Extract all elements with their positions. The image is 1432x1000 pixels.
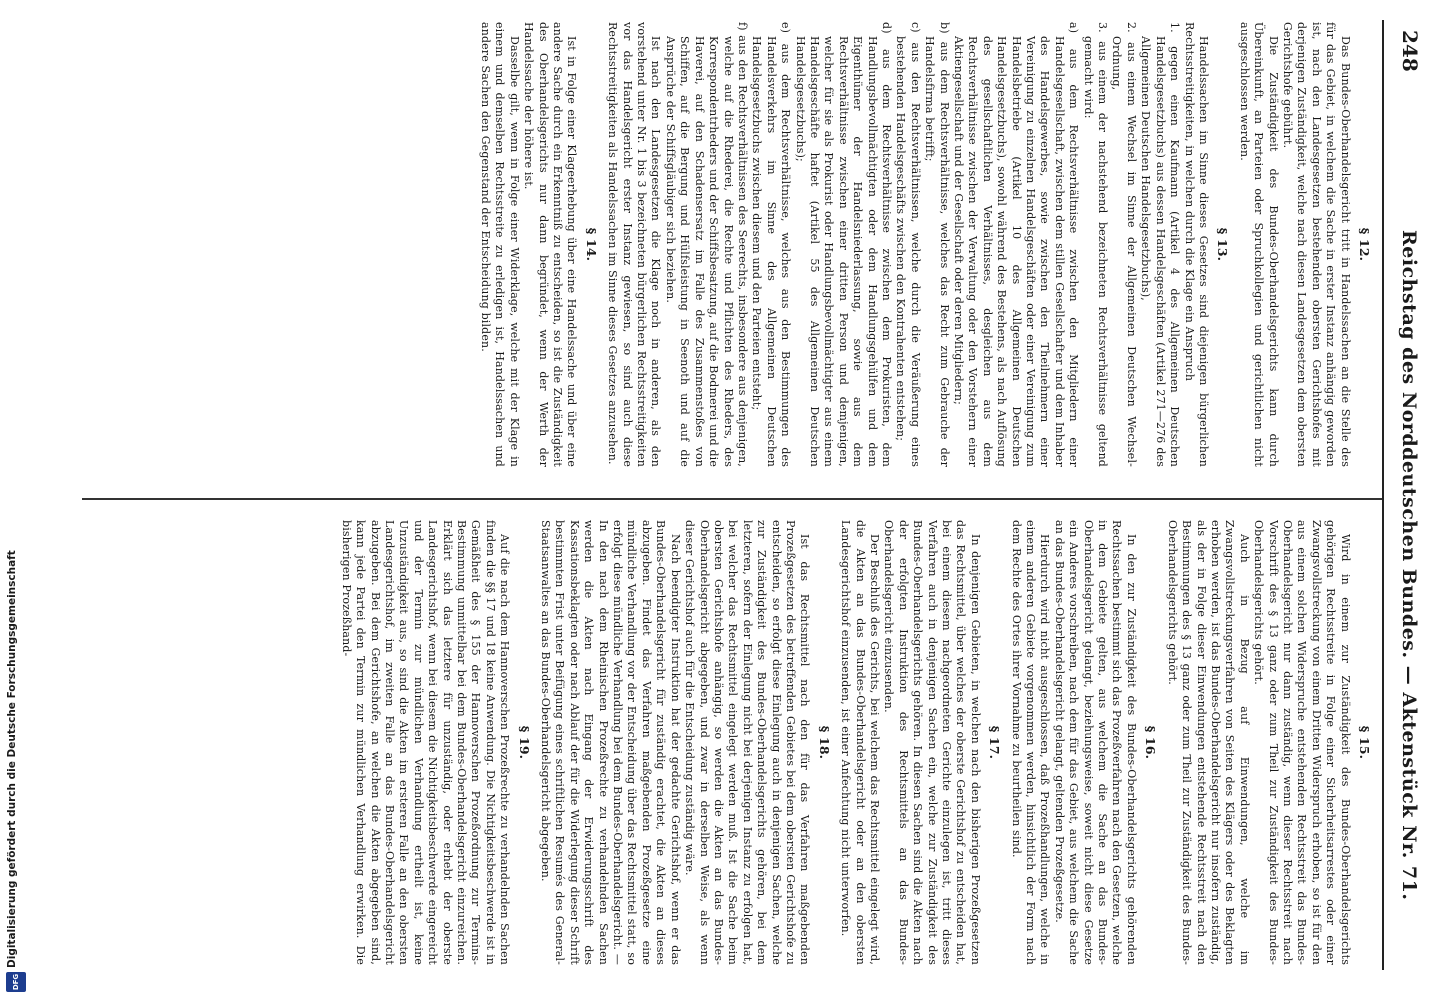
list-item: 2. aus einem Wechsel im Sinne der Allgemeinen Deutschen Wechsel-Ordnung, xyxy=(1110,22,1138,467)
list-item: a) aus dem Rechtsverhältnisse zwischen den Mitgliedern einer Handelsgesellschaft, zwischen dem stillen Gesellschafter und dem Inhaber des Handelsgewerbes, sowie zwischen den Theilnehmern einer Vereinigung zu einzelnen Handelsgeschäften oder einer Vereinigung zum Handelsbetriebe (Artikel 10 des Allgemeinen Deutschen Handelsgesetzbuchs), sowohl während des Bestehens, als nach Auflösung des gesellschaftlichen Verhältnisses, desgleichen aus dem Rechtsverhältnisse zwischen der Verwaltung oder den Vorstehern einer Aktiengesellschaft und der Gesellschaft oder deren Mitgliedern; xyxy=(952,22,1081,467)
section-heading: § 12. xyxy=(1357,227,1372,262)
paragraph: Ist in Folge einer Klageerhebung über eine Handelssache und über eine andere Sache durch ein Erkenntniß zu entscheiden, so ist die Zuständigkeit des Oberhandelsgerichts nur dann begründet, wenn der Werth der Handelssache der höhere ist. xyxy=(522,22,579,467)
list-item: b) aus dem Rechtsverhältnisse, welches das Recht zum Gebrauche der Handelsfirma betrifft; xyxy=(923,22,951,467)
column-divider xyxy=(82,498,1382,500)
section-heading: § 19. xyxy=(516,725,532,760)
paragraph: Dasselbe gilt, wenn in Folge einer Widerklage, welche mit der Klage in einem und demselben Rechtsstreite zu erledigen ist, Handelssachen und andere Sachen den Gegenstand der Entscheidung bilden. xyxy=(479,22,521,467)
paragraph: Auf die nach dem Hannoverschen Prozeßrechte zu verhandelnden Sachen finden die §§ 17 und 18 keine Anwendung. Die Nichtigkeitsbeschwerde ist in Gemäßheit des § 155 der Hannoverschen Prozeßordnung zur Termins-Bestimmung unmittelbar bei dem Bundes-Oberhandelsgericht einzureichen. Erklärt sich das letztere für unzuständig, oder erhebt der oberste Landesgerichtshof, wenn bei diesem die Nichtigkeitsbeschwerde eingereicht und der Termin zur mündlichen Verhandlung ertheilt ist, keine Unzuständigkeit aus, so sind die Akten im ersteren Falle an den obersten Landesgerichtshof, im zweiten Falle an das Bundes-Oberhandelsgericht abzugeben. Bei dem Gerichtshofe, an welchen die Akten abgegeben sind, kann jede Partei den Termin zur mündlichen Verhandlung erwirken. Die bisherigen Prozeßhand- xyxy=(339,520,512,965)
section-heading: § 14. xyxy=(583,227,599,262)
paragraph: In den zur Zuständigkeit des Bundes-Oberhandelsgerichts gehörenden Rechtssachen bestimmt sich das Prozeßverfahren nach den Gesetzen, welche in dem Gebiete gelten, aus welchem die Sache an das Bundes-Oberhandelsgericht gelangt, beziehungsweise, soweit nicht diese Gesetze ein Anderes vorschreiben, nach dem für das Gebiet, aus welchem die Sache an das Bundes-Oberhandelsgericht gelangt, geltenden Prozeßgesetze. xyxy=(1052,520,1138,965)
paragraph: Ist nach den Landesgesetzen die Klage noch in anderen, als den vorstehend unter Nr. 1 bis 3 bezeichneten bürgerlichen Rechtsstreitigkeiten vor das Handelsgericht erster Instanz gewiesen, so sind auch diese Rechtsstreitigkeiten als Handelssachen im Sinne dieses Gesetzes anzusehen. xyxy=(606,22,663,467)
paragraph: Ist das Rechtsmittel nach den für das Verfahren maßgebenden Prozeßgesetzen des betreffenden Gebietes bei dem obersten Gerichtshofe zu entscheiden, so erfolgt diese Einlegung auch in denjenigen Sachen, welche zur Zuständigkeit des Bundes-Oberhandelsgerichts gehören, bei dem letzteren, sofern der Einlegung nicht bei derjenigen Instanz zu erfolgen hat, bei welcher das Rechtsmittel eingelegt werden muß. Ist die Sache beim obersten Gerichtshofe anhängig, so werden die Akten an das Bundes-Oberhandelsgericht abgegeben, und zwar in derselben Weise, als wenn dieser Gerichtshof auch für die Entscheidung zuständig wäre. xyxy=(683,520,812,965)
paragraph: Das Bundes-Oberhandelsgericht tritt in Handelssachen an die Stelle des für das Gebiet, in welchem die Sache in erster Instanz anhängig geworden ist, nach den Landesgesetzen bestehenden obersten Gerichtshofes mit derjenigen Zuständigkeit, welche nach diesen Landesgesetzen dem obersten Gerichtshofe gebührt. xyxy=(1280,22,1352,467)
section-heading: § 16. xyxy=(1143,725,1159,760)
paragraph: Die Zuständigkeit des Bundes-Oberhandelsgerichts kann durch Übereinkunft, an Parteien oder Spruchkollegien und gerichtlichen nicht ausgeschlossen werden. xyxy=(1237,22,1280,467)
paragraph: In denjenigen Gebieten, in welchen nach den bisherigen Prozeßgesetzen das Rechtsmittel, über welches der oberste Gerichtshof zu entscheiden hat, bei einem diesem nachgeordneten Gerichte einzulegen ist, tritt dieses Verfahren auch in denjenigen Sachen ein, welche zur Zuständigkeit des Bundes-Oberhandelsgerichts gehören. In diesen Sachen sind die Akten nach der erfolgten Instruktion des Rechtsmittels an das Bundes-Oberhandelsgericht einzusenden. xyxy=(882,520,982,965)
section-heading: § 15. xyxy=(1357,725,1372,760)
header-rule xyxy=(1382,20,1384,970)
paragraph: Handelssachen im Sinne dieses Gesetzes sind diejenigen bürgerlichen Rechtsstreitigkeiten, in welchen durch die Klage ein Anspruch xyxy=(1182,22,1210,467)
list-item: c) aus den Rechtsverhältnissen, welche durch die Veräußerung eines bestehenden Handelsgeschäfts zwischen den Kontrahenten entstehen; xyxy=(894,22,922,467)
running-title: Reichstag des Norddeutschen Bundes. — Aktenstück Nr. 71. xyxy=(1398,230,1420,901)
list-item: 3. aus einem der nachstehend bezeichneten Rechtsverhältnisse geltend gemacht wird: xyxy=(1081,22,1110,467)
list-item: f) aus den Rechtsverhältnissen des Seerechts, insbesondere aus denjenigen, welche auf die Rhederei, die Rechte und Pflichten des Rheders, des Korrespondentrheders und der Schiffsbesatzung, auf die Bodmerei und die Haverei, auf den Schadensersatz im Falle des Zusammenstoßes von Schiffen, auf die Bergung und Hülfsleistung in Seenoth und auf die Ansprüche der Schiffsgläubiger sich beziehen. xyxy=(663,22,749,467)
paragraph: Nach beendigter Instruktion hat der gedachte Gerichtshof, wenn er das Bundes-Oberhandelsgericht für zuständig erachtet, die Akten an dieses abzugeben. Findet das Verfahren maßgebenden Prozeßgesetze eine mündliche Verhandlung vor der Entscheidung über das Rechtsmittel statt, so erfolgt diese mündliche Verhandlung bei dem Bundes-Oberhandelsgericht. — In den nach dem Rheinischen Prozeßrechte zu verhandelnden Sachen werden die Akten nach Eingang der Erwiderungsschrift des Kassationsbeklagten oder nach Ablauf der für die Widerlegung dieser Schrift bestimmten Frist unter Beifügung eines schriftlichen Resumés des General-Staatsanwaltes an das Bundes-Oberhandelsgericht abgegeben. xyxy=(539,520,682,965)
dfg-logo xyxy=(6,972,26,992)
list-item: e) aus dem Rechtsverhältnisse, welches aus den Bestimmungen des Handelsverkehrs im Sinne des Allgemeinen Deutschen Handelsgesetzbuchs zwischen diesem und den Parteien entsteht; xyxy=(750,22,793,467)
list-item: 1. gegen einen Kaufmann (Artikel 4 des Allgemeinen Deutschen Handelsgesetzbuchs) aus dessen Handelsgeschäften (Artikel 271—276 des Allgemeinen Deutschen Handelsgesetzbuchs), xyxy=(1139,22,1182,467)
paragraph: Auch in Bezug auf Einwendungen, welche im Zwangsvollstreckungsverfahren von Seiten des Klägers oder des Beklagten erhoben werden, ist das Bundes-Oberhandelsgericht nur insofern zuständig, als der in Folge dieser Einwendungen entstehende Rechtsstreit nach den Bestimmungen des § 13 ganz oder zum Theil zur Zuständigkeit des Bundes-Oberhandelsgerichts gehört. xyxy=(1165,520,1251,965)
section-heading: § 13. xyxy=(1215,227,1231,262)
paragraph: Wird in einem zur Zuständigkeit des Bundes-Oberhandelsgerichts gehörigen Rechtsstreite in Folge einer Sicherheitsarrestes oder einer Zwangsvollstreckung von einem Dritten Widerspruch erhoben, so ist für den aus einem solchen Widerspruche entstehenden Rechtsstreit das Bundes-Oberhandelsgericht nur dann zuständig, wenn dieser Rechtsstreit nach Vorschrift des § 13 ganz oder zum Theil zur Zuständigkeit des Bundes-Oberhandelsgerichts gehört. xyxy=(1252,520,1352,965)
section-heading: § 17. xyxy=(987,725,1003,760)
page-header xyxy=(1388,30,1428,970)
list-item: d) aus dem Rechtsverhältnisse zwischen dem Prokuristen, dem Handlungsbevollmächtigten oder dem Handlungsgehülfen und dem Eigenthümer der Handelsniederlassung, sowie aus dem Rechtsverhältnisse zwischen einer dritten Person und demjenigen, welcher für sie als Prokurist oder Handlungsbevollmächtigter aus einem Handelsgeschäfte haftet (Artikel 55 des Allgemeinen Deutschen Handelsgesetzbuchs); xyxy=(793,22,893,467)
section-heading: § 18. xyxy=(816,725,832,760)
scanned-page xyxy=(80,0,1432,1000)
dfg-logo-text: DFG xyxy=(12,973,20,991)
page-number: 248 xyxy=(1398,30,1422,72)
left-column xyxy=(88,22,1378,467)
digitization-notice: Digitalisierung gefördert durch die Deutsche Forschungsgemeinschaft xyxy=(6,550,18,968)
right-column xyxy=(88,520,1378,965)
paragraph: Hierdurch wird nicht ausgeschlossen, daß Prozeßhandlungen, welche in einem anderen Gebiete vorgenommen werden, hinsichtlich der Form nach dem Rechte des Ortes ihrer Vornahme zu beurtheilen sind. xyxy=(1009,520,1052,965)
digitization-footer xyxy=(4,0,28,1000)
paragraph: Der Beschluß des Gerichts, bei welchem das Rechtsmittel eingelegt wird, die Akten an das Bundes-Oberhandelsgericht oder an den obersten Landesgerichtshof einzusenden, ist einer Anfechtung nicht unterworfen. xyxy=(839,520,881,965)
